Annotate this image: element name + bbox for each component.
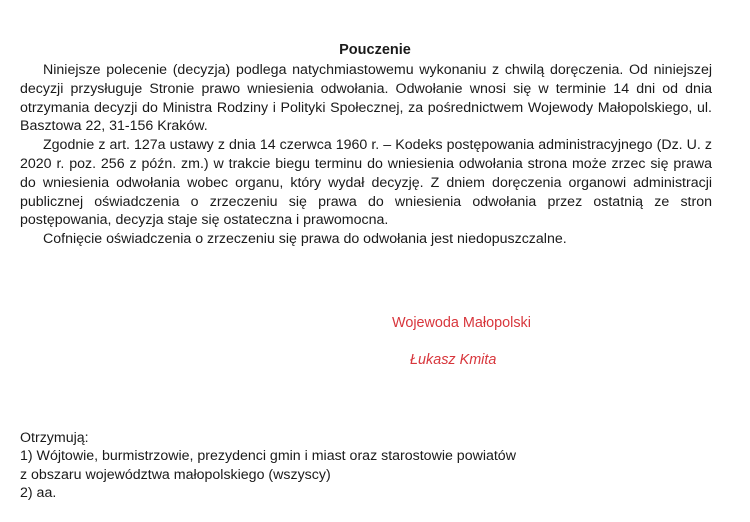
recipients-heading: Otrzymują: bbox=[20, 430, 89, 446]
recipient-line: 1) Wójtowie, burmistrzowie, prezydenci gmin i miast oraz starostowie powiatów bbox=[20, 448, 516, 465]
paragraph-revocation-info: Cofnięcie oświadczenia o zrzeczeniu się prawa do odwołania jest niedopuszczalne. bbox=[43, 231, 567, 248]
recipient-line: 2) aa. bbox=[20, 485, 57, 502]
document-title: Pouczenie bbox=[339, 42, 411, 58]
recipients-section bbox=[20, 429, 720, 503]
paragraph-appeal-info: Niniejsze polecenie (decyzja) podlega natychmiastowemu wykonaniu z chwilą doręczenia. Od niniejszej decyzji przysługuje Stronie prawo wniesienia odwołania. Odwołanie wnosi się w terminie 14 dni od dnia otrzymania decyzji do Ministra Rodziny i Polityki Społecznej, za pośrednictwem Wojewody Małopolskiego, ul. Basztowa 22, 31-156 Kraków. bbox=[20, 62, 712, 135]
signature-office: Wojewoda Małopolski bbox=[392, 315, 531, 331]
instruction-body bbox=[20, 61, 712, 249]
recipient-line: z obszaru województwa małopolskiego (wszyscy) bbox=[20, 466, 331, 483]
signature-name: Łukasz Kmita bbox=[410, 352, 497, 368]
paragraph-waiver-info: Zgodnie z art. 127a ustawy z dnia 14 czerwca 1960 r. – Kodeks postępowania administracyjnego (Dz. U. z 2020 r. poz. 256 z późn. zm.) w trakcie biegu terminu do wniesienia odwołania strona może zrzec się prawa do wniesienia odwołania wobec organu, który wydał decyzję. Z dniem doręczenia organowi administracji publicznej oświadczenia o zrzeczeniu się prawa do wniesienia odwołania przez ostatnią ze stron postępowania, decyzja staje się ostateczna i prawomocna. bbox=[20, 137, 712, 229]
